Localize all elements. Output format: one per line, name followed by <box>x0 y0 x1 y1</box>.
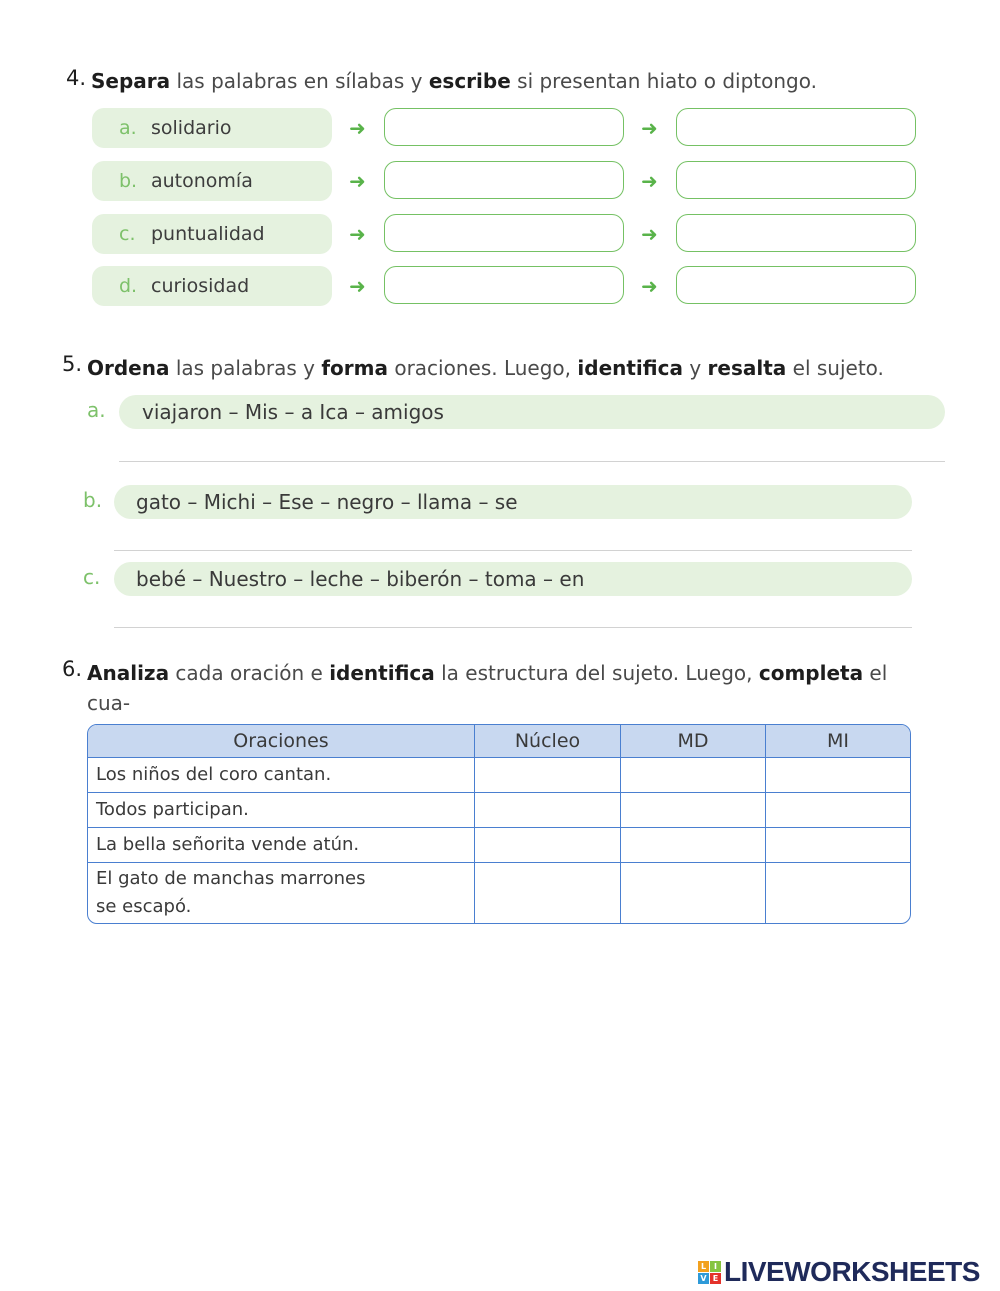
question-5-number: 5. <box>62 352 83 376</box>
instruction-text: oraciones. Luego, <box>387 356 578 380</box>
instruction-text: las palabras y <box>169 356 322 380</box>
mi-cell[interactable] <box>765 757 910 792</box>
instruction-keyword: completa <box>758 661 864 685</box>
word-pill-d <box>92 266 332 306</box>
instruction-text: si presentan hiato o diptongo. <box>510 69 817 93</box>
question-6-number: 6. <box>62 657 83 681</box>
word-pill-a <box>92 108 332 148</box>
mi-cell[interactable] <box>765 827 910 862</box>
sentence-text: Todos participan. <box>96 799 249 820</box>
arrow-icon: ➜ <box>641 274 658 298</box>
arrow-icon: ➜ <box>641 169 658 193</box>
instruction-text: la estructura del sujeto. Luego, <box>434 661 759 685</box>
mi-input[interactable] <box>774 882 906 903</box>
arrow-icon: ➜ <box>349 116 366 140</box>
item-letter: b. <box>83 488 103 512</box>
md-cell[interactable] <box>620 792 765 827</box>
table-row <box>88 862 910 923</box>
sentence-text-continued: se escapó. <box>96 896 192 917</box>
md-cell[interactable] <box>620 757 765 792</box>
logo-mark-letter: V <box>698 1273 709 1284</box>
sentence-input-b[interactable] <box>114 522 916 550</box>
instruction-keyword: identifica <box>577 356 683 380</box>
arrow-icon: ➜ <box>349 222 366 246</box>
arrow-icon: ➜ <box>349 274 366 298</box>
instruction-keyword: Ordena <box>87 356 170 380</box>
scrambled-words-text: bebé – Nuestro – leche – biberón – toma – en <box>136 567 585 591</box>
logo-text: LIVEWORKSHEETS <box>724 1256 980 1287</box>
mi-cell[interactable] <box>765 792 910 827</box>
item-word: autonomía <box>151 170 253 192</box>
answer-line-a <box>119 461 945 462</box>
nucleo-input[interactable] <box>483 834 616 855</box>
md-cell[interactable] <box>620 827 765 862</box>
md-cell[interactable] <box>620 862 765 923</box>
mi-cell[interactable] <box>765 862 910 923</box>
logo-mark-letter: E <box>710 1273 721 1284</box>
mi-input[interactable] <box>774 799 906 820</box>
instruction-keyword: forma <box>321 356 388 380</box>
sentence-cell <box>88 792 474 827</box>
word-pill-c <box>92 214 332 254</box>
instruction-text: el sujeto. <box>786 356 884 380</box>
scrambled-words-a <box>119 395 945 429</box>
header-oraciones: Oraciones <box>88 725 474 757</box>
syllables-input-d[interactable] <box>384 266 624 304</box>
logo-mark-letter: I <box>710 1261 721 1272</box>
mi-input[interactable] <box>774 764 906 785</box>
item-letter: d. <box>119 275 138 297</box>
nucleo-cell[interactable] <box>474 757 620 792</box>
sentence-input-a[interactable] <box>119 433 949 461</box>
hiato-diptongo-input-d[interactable] <box>676 266 916 304</box>
liveworksheets-logo <box>698 1256 980 1288</box>
arrow-icon: ➜ <box>641 222 658 246</box>
instruction-keyword: Separa <box>91 69 171 93</box>
scrambled-words-text: viajaron – Mis – a Ica – amigos <box>142 400 444 424</box>
answer-line-c <box>114 627 912 628</box>
instruction-text: cada oración e <box>169 661 330 685</box>
nucleo-input[interactable] <box>483 799 616 820</box>
nucleo-cell[interactable] <box>474 827 620 862</box>
sentence-text: El gato de manchas marrones <box>96 868 366 889</box>
logo-mark-letter: L <box>698 1261 709 1272</box>
item-letter: a. <box>119 117 137 139</box>
item-word: curiosidad <box>151 275 250 297</box>
instruction-keyword: escribe <box>428 69 511 93</box>
header-nucleo: Núcleo <box>474 725 620 757</box>
sentence-input-c[interactable] <box>114 599 916 627</box>
table-row <box>88 757 910 792</box>
sentence-cell <box>88 827 474 862</box>
item-letter: b. <box>119 170 138 192</box>
hiato-diptongo-input-a[interactable] <box>676 108 916 146</box>
header-md: MD <box>620 725 765 757</box>
instruction-text: y <box>682 356 708 380</box>
md-input[interactable] <box>629 834 761 855</box>
sentence-cell <box>88 757 474 792</box>
instruction-line-1 <box>87 658 917 718</box>
sentence-cell <box>88 862 474 923</box>
question-4-number: 4. <box>66 66 87 90</box>
sentence-text: La bella señorita vende atún. <box>96 834 360 855</box>
md-input[interactable] <box>629 799 761 820</box>
syllables-input-b[interactable] <box>384 161 624 199</box>
scrambled-words-text: gato – Michi – Ese – negro – llama – se <box>136 490 518 514</box>
answer-line-b <box>114 550 912 551</box>
syllables-input-c[interactable] <box>384 214 624 252</box>
instruction-text: el cua- <box>87 661 888 715</box>
instruction-keyword: identifica <box>329 661 435 685</box>
word-pill-b <box>92 161 332 201</box>
instruction-text: las palabras en sílabas y <box>170 69 429 93</box>
scrambled-words-c <box>114 562 912 596</box>
arrow-icon: ➜ <box>349 169 366 193</box>
item-word: puntualidad <box>151 223 265 245</box>
table-row <box>88 792 910 827</box>
question-4-instruction <box>91 66 817 96</box>
item-letter: a. <box>87 398 106 422</box>
item-letter: c. <box>119 223 136 245</box>
table-row <box>88 827 910 862</box>
sentence-text: Los niños del coro cantan. <box>96 764 332 785</box>
md-input[interactable] <box>629 882 761 903</box>
nucleo-input[interactable] <box>483 882 616 903</box>
nucleo-cell[interactable] <box>474 792 620 827</box>
nucleo-input[interactable] <box>483 764 616 785</box>
instruction-keyword: resalta <box>707 356 787 380</box>
instruction-keyword: Analiza <box>87 661 170 685</box>
mi-input[interactable] <box>774 834 906 855</box>
logo-mark-icon <box>698 1261 721 1284</box>
nucleo-cell[interactable] <box>474 862 620 923</box>
subject-structure-table <box>87 724 911 924</box>
item-word: solidario <box>151 117 232 139</box>
scrambled-words-b <box>114 485 912 519</box>
syllables-input-a[interactable] <box>384 108 624 146</box>
hiato-diptongo-input-b[interactable] <box>676 161 916 199</box>
arrow-icon: ➜ <box>641 116 658 140</box>
hiato-diptongo-input-c[interactable] <box>676 214 916 252</box>
item-letter: c. <box>83 565 101 589</box>
table-header-row <box>88 725 910 757</box>
md-input[interactable] <box>629 764 761 785</box>
header-mi: MI <box>765 725 910 757</box>
question-5-instruction <box>87 353 884 383</box>
